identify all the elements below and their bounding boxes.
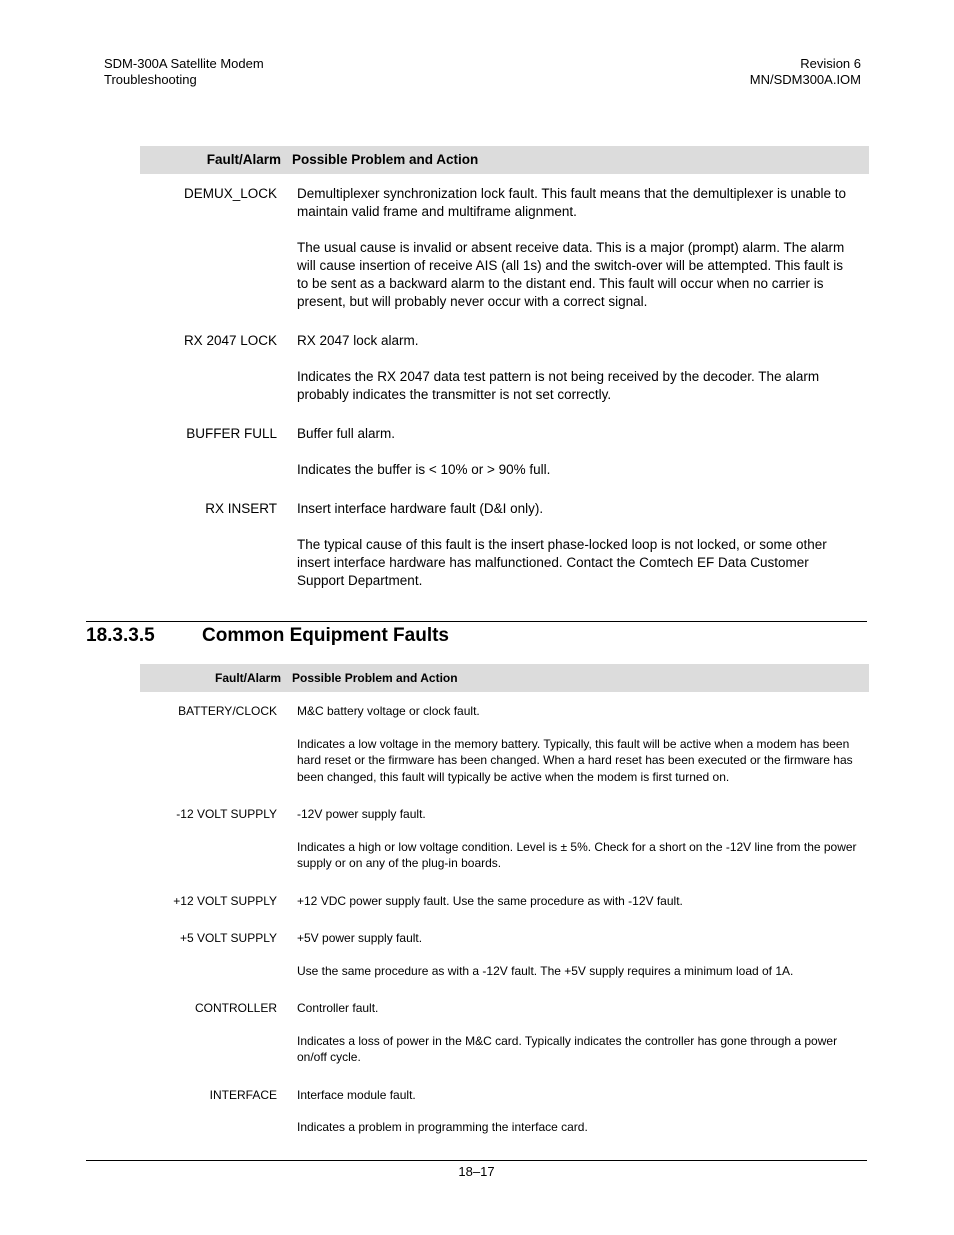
fault-table-2 — [140, 664, 869, 1136]
fault-label: -12 VOLT SUPPLY — [176, 807, 277, 821]
description-detail: Indicates a low voltage in the memory battery. Typically, this fault will be active when a modem has been hard reset or the firmware has been changed. When a hard reset has been executed or the firmware has been changed, this fault will typically be active when the modem is first turned on. — [297, 736, 853, 784]
description-detail: Indicates the buffer is < 10% or > 90% full. — [297, 462, 551, 477]
table-row — [140, 425, 869, 479]
column-header-action: Possible Problem and Action — [292, 152, 479, 167]
fault-label: +5 VOLT SUPPLY — [179, 931, 277, 945]
fault-description — [277, 1087, 857, 1136]
fault-description — [277, 500, 857, 590]
fault-label: BATTERY/CLOCK — [178, 704, 277, 718]
table-row — [140, 185, 869, 311]
section-heading — [86, 621, 867, 647]
description-line: Controller fault. — [297, 1001, 379, 1015]
table-row — [140, 332, 869, 404]
fault-label: RX 2047 LOCK — [183, 333, 277, 348]
fault-label: RX INSERT — [205, 501, 277, 516]
table-row — [140, 893, 869, 910]
fault-description — [277, 893, 857, 910]
description-detail: The typical cause of this fault is the insert phase-locked loop is not locked, or some other insert interface hardware has malfunctioned. Contact the Comtech EF Data Customer Support Department. — [297, 537, 827, 588]
fault-label: DEMUX_LOCK — [183, 186, 277, 201]
page-number: 18–17 — [458, 1164, 495, 1179]
column-header-fault: Fault/Alarm — [206, 152, 281, 167]
fault-label: CONTROLLER — [194, 1001, 277, 1015]
fault-description — [277, 425, 857, 479]
description-line: Buffer full alarm. — [297, 426, 396, 441]
fault-label: BUFFER FULL — [186, 426, 277, 441]
table-row — [140, 500, 869, 590]
column-header-fault: Fault/Alarm — [214, 670, 281, 685]
doc-title: SDM-300A Satellite Modem — [104, 56, 264, 71]
description-detail: Indicates the RX 2047 data test pattern is not being received by the decoder. The alarm probably indicates the transmitter is not set correctly. — [297, 369, 820, 402]
fault-description — [277, 703, 857, 785]
table-row — [140, 806, 869, 872]
table-row — [140, 1000, 869, 1066]
fault-description — [277, 185, 857, 311]
fault-table-1 — [140, 146, 869, 590]
description-line: Demultiplexer synchronization lock fault. This fault means that the demultiplexer is unable to maintain valid frame and multiframe alignment. — [297, 186, 847, 219]
page-footer — [86, 1160, 867, 1179]
description-detail: Indicates a problem in programming the interface card. — [297, 1120, 588, 1134]
table-header — [140, 146, 869, 174]
fault-description — [277, 930, 857, 979]
description-detail: Use the same procedure as with a -12V fault. The +5V supply requires a minimum load of 1A. — [297, 963, 794, 978]
chapter-title: Troubleshooting — [104, 72, 197, 87]
table-row — [140, 1087, 869, 1136]
description-line: Interface module fault. — [297, 1087, 416, 1102]
description-detail: The usual cause is invalid or absent receive data. This is a major (prompt) alarm. The alarm will cause insertion of receive AIS (all 1s) and the switch-over will be attempted. This fault is to be sent as a backward alarm to the distant end. This fault will occur when no carrier is present, but will probably never occur with a correct signal. — [297, 240, 845, 309]
description-line: -12V power supply fault. — [297, 807, 426, 821]
description-line: +12 VDC power supply fault. Use the same procedure as with -12V fault. — [297, 893, 683, 908]
description-line: Insert interface hardware fault (D&I only). — [297, 501, 544, 516]
header-right — [750, 56, 861, 88]
section-title: Common Equipment Faults — [202, 625, 449, 646]
description-line: M&C battery voltage or clock fault. — [297, 704, 480, 718]
fault-label: INTERFACE — [209, 1087, 277, 1102]
description-line: RX 2047 lock alarm. — [297, 333, 419, 348]
table-row — [140, 703, 869, 785]
column-header-action: Possible Problem and Action — [292, 670, 458, 685]
section-number: 18.3.3.5 — [86, 625, 155, 646]
header-left — [104, 56, 264, 88]
description-detail: Indicates a loss of power in the M&C card. Typically indicates the controller has gone through a power on/off cycle. — [297, 1033, 838, 1064]
fault-description — [277, 806, 857, 872]
doc-number: MN/SDM300A.IOM — [749, 72, 861, 87]
fault-label: +12 VOLT SUPPLY — [173, 893, 277, 908]
description-line: +5V power supply fault. — [297, 931, 423, 945]
fault-description — [277, 1000, 857, 1066]
table-header — [140, 664, 869, 692]
fault-description — [277, 332, 857, 404]
revision: Revision 6 — [800, 56, 861, 71]
description-detail: Indicates a high or low voltage condition. Level is ± 5%. Check for a short on the -12V line from the power supply or on any of the plug-in boards. — [297, 839, 857, 870]
table-row — [140, 930, 869, 979]
